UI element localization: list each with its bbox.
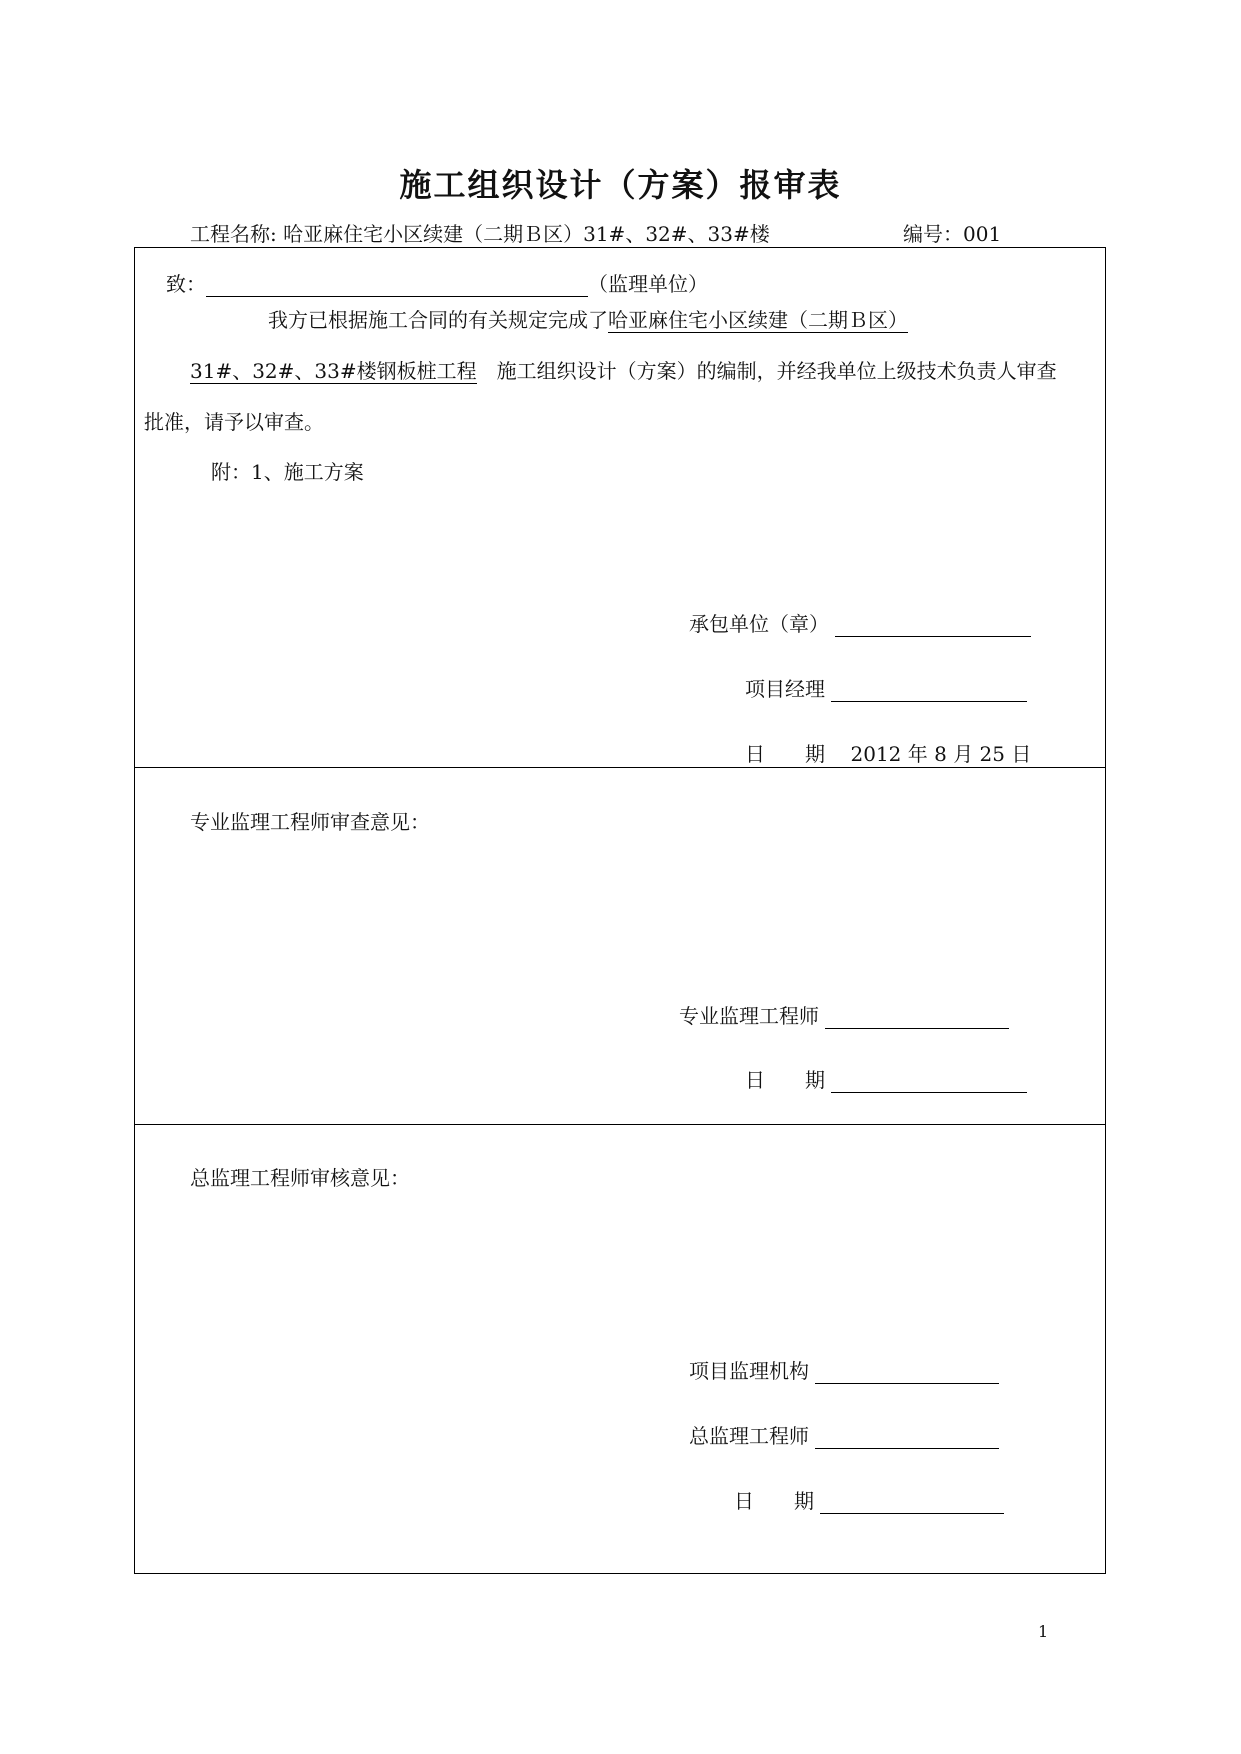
chief-date-label: 日 期 [734,1489,814,1513]
chief-label: 总监理工程师 [689,1424,809,1448]
submission-date-label: 日 期 [745,742,825,766]
chief-blank[interactable] [815,1426,999,1449]
org-sign-line [689,1355,999,1384]
engineer-date-line [745,1064,1027,1093]
form-number: 编号：001 [903,222,1002,246]
addressee-suffix: （监理单位） [588,272,708,296]
statement-line-1 [268,304,908,333]
statement-prefix: 我方已根据施工合同的有关规定完成了 [268,308,608,332]
manager-line [745,673,1027,702]
engineer-date-blank[interactable] [831,1070,1027,1093]
org-blank[interactable] [815,1361,999,1384]
contractor-blank[interactable] [835,614,1031,637]
chief-sign-line [689,1420,999,1449]
engineer-date-label: 日 期 [745,1068,825,1092]
statement-line-3: 批准，请予以审查。 [144,410,324,434]
statement-work-underlined: 31#、32#、33#楼钢板桩工程 [190,359,477,383]
chief-date-line [734,1485,1004,1514]
statement-line-2 [190,355,1057,384]
contractor-label: 承包单位（章） [689,612,829,636]
page-number: 1 [1038,1622,1049,1641]
addressee-label: 致： [166,272,206,296]
engineer-blank[interactable] [825,1006,1009,1029]
statement-project-underlined: 哈亚麻住宅小区续建（二期Ｂ区） [608,308,908,332]
addressee-blank[interactable] [206,274,588,297]
engineer-review-heading: 专业监理工程师审查意见： [190,810,430,834]
project-name-value: 哈亚麻住宅小区续建（二期Ｂ区）31#、32#、33#楼 [283,222,770,246]
chief-review-heading: 总监理工程师审核意见： [190,1166,410,1190]
submission-date-value: 2012 年 8 月 25 日 [831,738,1031,768]
manager-blank[interactable] [831,679,1027,702]
section-divider-2 [134,1124,1106,1125]
chief-date-blank[interactable] [820,1491,1004,1514]
contractor-line [689,608,1031,637]
manager-label: 项目经理 [745,677,825,701]
project-name-label: 工程名称: [190,222,277,246]
project-name-line [190,218,770,247]
statement-rest: 施工组织设计（方案）的编制，并经我单位上级技术负责人审查 [496,359,1057,383]
engineer-sign-line [679,1000,1009,1029]
attachment-line: 附：1、施工方案 [211,460,364,484]
submission-date-line [745,738,1031,768]
addressee-line [166,268,708,297]
org-label: 项目监理机构 [689,1359,809,1383]
engineer-label: 专业监理工程师 [679,1004,819,1028]
page-title: 施工组织设计（方案）报审表 [399,166,842,204]
